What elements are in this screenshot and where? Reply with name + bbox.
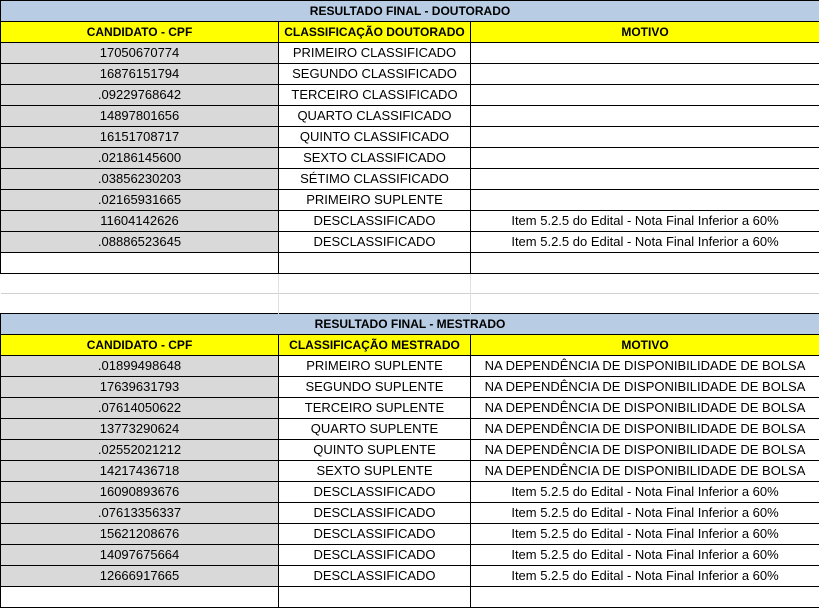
mestrado-title-row	[1, 314, 819, 335]
classificacao-cell: DESCLASSIFICADO	[279, 566, 471, 587]
classificacao-cell: SEGUNDO SUPLENTE	[279, 377, 471, 398]
classificacao-cell: DESCLASSIFICADO	[279, 482, 471, 503]
cpf-cell: 16090893676	[1, 482, 279, 503]
spacer-cell	[1, 294, 279, 314]
motivo-cell	[471, 190, 819, 211]
table-row	[1, 461, 819, 482]
classificacao-cell: TERCEIRO SUPLENTE	[279, 398, 471, 419]
motivo-cell: NA DEPENDÊNCIA DE DISPONIBILIDADE DE BOLSA	[471, 356, 819, 377]
header-classificacao: CLASSIFICAÇÃO MESTRADO	[279, 335, 471, 356]
table-row	[1, 545, 819, 566]
doutorado-title-row	[1, 1, 819, 22]
cpf-cell: .01899498648	[1, 356, 279, 377]
table-row	[1, 169, 819, 190]
cpf-cell: 14897801656	[1, 106, 279, 127]
motivo-cell: Item 5.2.5 do Edital - Nota Final Inferior a 60%	[471, 232, 819, 253]
classificacao-cell: SEGUNDO CLASSIFICADO	[279, 64, 471, 85]
table-row	[1, 419, 819, 440]
classificacao-cell: QUARTO CLASSIFICADO	[279, 106, 471, 127]
classificacao-cell: TERCEIRO CLASSIFICADO	[279, 85, 471, 106]
classificacao-cell: PRIMEIRO CLASSIFICADO	[279, 43, 471, 64]
classificacao-cell: DESCLASSIFICADO	[279, 503, 471, 524]
spacer-row	[1, 274, 819, 294]
cpf-cell: 13773290624	[1, 419, 279, 440]
classificacao-cell: DESCLASSIFICADO	[279, 232, 471, 253]
spacer-cell	[471, 274, 819, 294]
classificacao-cell: SEXTO SUPLENTE	[279, 461, 471, 482]
empty-cell	[1, 253, 279, 274]
spacer-cell	[279, 294, 471, 314]
motivo-cell: Item 5.2.5 do Edital - Nota Final Inferior a 60%	[471, 482, 819, 503]
table-row	[1, 482, 819, 503]
motivo-cell	[471, 169, 819, 190]
cpf-cell: 14097675664	[1, 545, 279, 566]
cpf-cell: 11604142626	[1, 211, 279, 232]
cpf-cell: 17639631793	[1, 377, 279, 398]
cpf-cell: .07613356337	[1, 503, 279, 524]
classificacao-cell: DESCLASSIFICADO	[279, 211, 471, 232]
cpf-cell: .08886523645	[1, 232, 279, 253]
classificacao-cell: QUARTO SUPLENTE	[279, 419, 471, 440]
motivo-cell: Item 5.2.5 do Edital - Nota Final Inferior a 60%	[471, 545, 819, 566]
cpf-cell: 16876151794	[1, 64, 279, 85]
cpf-cell: .03856230203	[1, 169, 279, 190]
table-row	[1, 211, 819, 232]
motivo-cell: NA DEPENDÊNCIA DE DISPONIBILIDADE DE BOLSA	[471, 461, 819, 482]
table-row	[1, 85, 819, 106]
motivo-cell	[471, 127, 819, 148]
motivo-cell	[471, 106, 819, 127]
cpf-cell: 14217436718	[1, 461, 279, 482]
cpf-cell: 15621208676	[1, 524, 279, 545]
cpf-cell: .02165931665	[1, 190, 279, 211]
table-row	[1, 127, 819, 148]
spacer-row	[1, 294, 819, 314]
empty-cell	[1, 587, 279, 608]
table-row	[1, 232, 819, 253]
doutorado-empty-row	[1, 253, 819, 274]
table-row	[1, 148, 819, 169]
spacer-cell	[279, 274, 471, 294]
table-row	[1, 64, 819, 85]
table-row	[1, 398, 819, 419]
classificacao-cell: SEXTO CLASSIFICADO	[279, 148, 471, 169]
spacer-cell	[1, 274, 279, 294]
classificacao-cell: QUINTO SUPLENTE	[279, 440, 471, 461]
motivo-cell: Item 5.2.5 do Edital - Nota Final Inferior a 60%	[471, 503, 819, 524]
table-row	[1, 566, 819, 587]
motivo-cell	[471, 43, 819, 64]
motivo-cell: Item 5.2.5 do Edital - Nota Final Inferior a 60%	[471, 524, 819, 545]
header-classificacao: CLASSIFICAÇÃO DOUTORADO	[279, 22, 471, 43]
doutorado-title: RESULTADO FINAL - DOUTORADO	[1, 1, 819, 22]
empty-cell	[471, 587, 819, 608]
motivo-cell: NA DEPENDÊNCIA DE DISPONIBILIDADE DE BOLSA	[471, 398, 819, 419]
table-row	[1, 377, 819, 398]
motivo-cell: NA DEPENDÊNCIA DE DISPONIBILIDADE DE BOLSA	[471, 377, 819, 398]
empty-cell	[279, 587, 471, 608]
table-row	[1, 524, 819, 545]
motivo-cell: NA DEPENDÊNCIA DE DISPONIBILIDADE DE BOLSA	[471, 440, 819, 461]
mestrado-title: RESULTADO FINAL - MESTRADO	[1, 314, 819, 335]
motivo-cell: Item 5.2.5 do Edital - Nota Final Inferior a 60%	[471, 566, 819, 587]
motivo-cell	[471, 64, 819, 85]
motivo-cell: Item 5.2.5 do Edital - Nota Final Inferior a 60%	[471, 211, 819, 232]
classificacao-cell: QUINTO CLASSIFICADO	[279, 127, 471, 148]
cpf-cell: .02186145600	[1, 148, 279, 169]
header-motivo: MOTIVO	[471, 22, 819, 43]
table-row	[1, 503, 819, 524]
mestrado-header-row	[1, 335, 819, 356]
header-motivo: MOTIVO	[471, 335, 819, 356]
classificacao-cell: DESCLASSIFICADO	[279, 545, 471, 566]
cpf-cell: 17050670774	[1, 43, 279, 64]
cpf-cell: .09229768642	[1, 85, 279, 106]
doutorado-header-row	[1, 22, 819, 43]
empty-cell	[279, 253, 471, 274]
header-cpf: CANDIDATO - CPF	[1, 22, 279, 43]
mestrado-empty-row	[1, 587, 819, 608]
table-row	[1, 43, 819, 64]
classificacao-cell: DESCLASSIFICADO	[279, 524, 471, 545]
table-row	[1, 440, 819, 461]
classificacao-cell: PRIMEIRO SUPLENTE	[279, 356, 471, 377]
table-row	[1, 356, 819, 377]
cpf-cell: .07614050622	[1, 398, 279, 419]
cpf-cell: 16151708717	[1, 127, 279, 148]
classificacao-cell: SÉTIMO CLASSIFICADO	[279, 169, 471, 190]
cpf-cell: .02552021212	[1, 440, 279, 461]
table-row	[1, 106, 819, 127]
spacer-cell	[471, 294, 819, 314]
empty-cell	[471, 253, 819, 274]
motivo-cell: NA DEPENDÊNCIA DE DISPONIBILIDADE DE BOLSA	[471, 419, 819, 440]
table-row	[1, 190, 819, 211]
motivo-cell	[471, 148, 819, 169]
motivo-cell	[471, 85, 819, 106]
cpf-cell: 12666917665	[1, 566, 279, 587]
classificacao-cell: PRIMEIRO SUPLENTE	[279, 190, 471, 211]
header-cpf: CANDIDATO - CPF	[1, 335, 279, 356]
